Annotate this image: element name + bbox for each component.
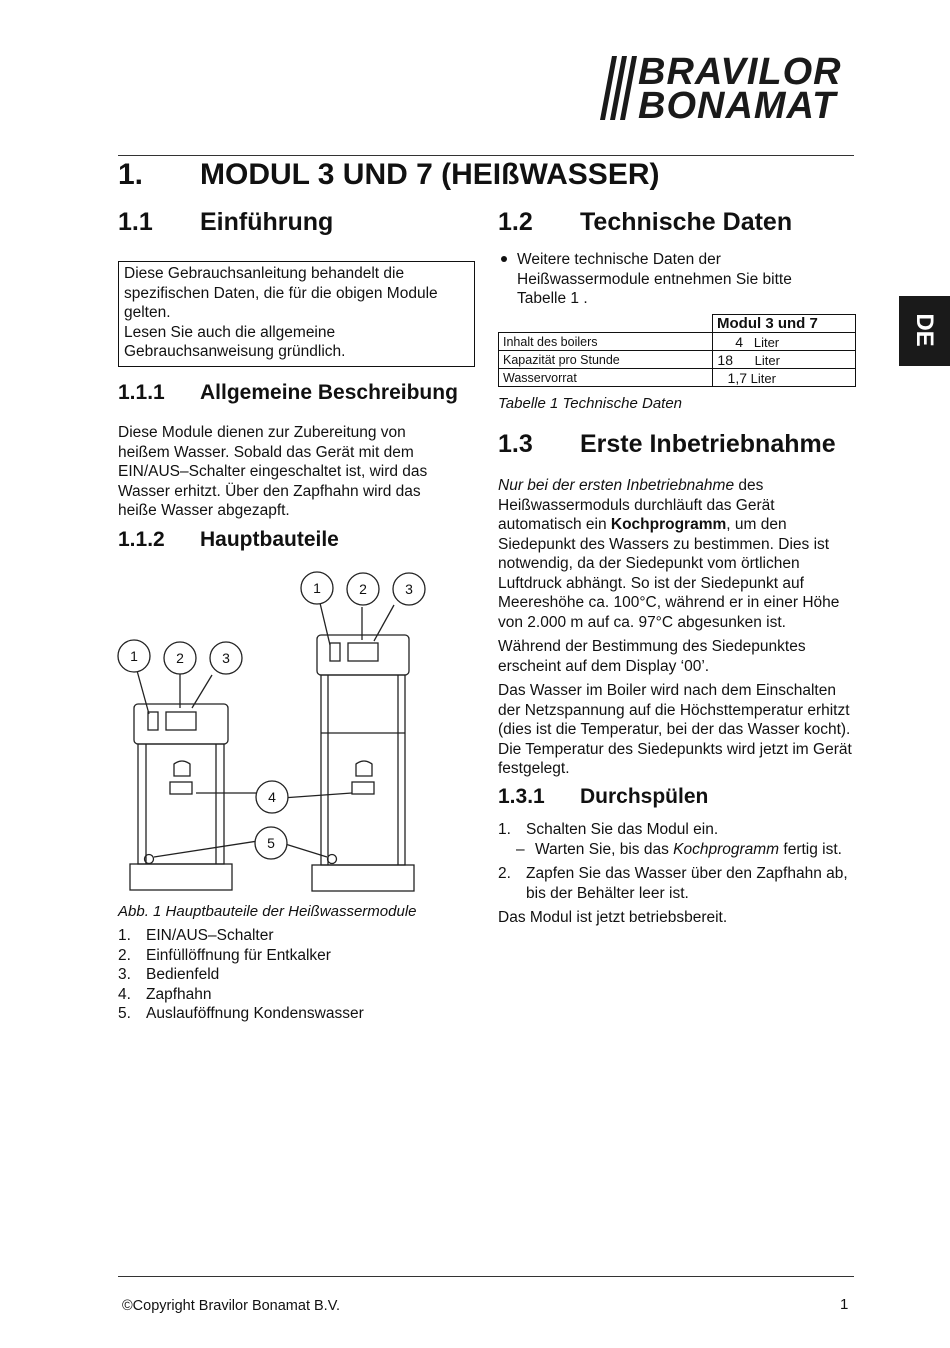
callout-2-right: 2 <box>359 581 367 597</box>
callout-3-right: 3 <box>405 581 413 597</box>
list-item: 2. Einfüllöffnung für Entkalker <box>118 946 331 964</box>
title-number: 1. <box>118 158 144 191</box>
logo-line-1: BRAVILOR <box>638 51 842 93</box>
copyright: ©Copyright Bravilor Bonamat B.V. <box>122 1298 341 1314</box>
tech-bullet: Weitere technische Daten der Heißwassermodule entnehmen Sie bitte Tabelle 1 . <box>498 250 818 309</box>
heading-1-1: 1.1 Einführung <box>118 208 334 236</box>
heading-1-3-1: 1.3.1 Durchspülen <box>498 785 709 808</box>
first-startup-paragraph-1: Nur bei der ersten Inbetriebnahme des Heißwassermoduls durchläuft das Gerät automatisch ein Kochprogramm, um den Siedepunkt des Wassers zu bestimmen. Dies ist notwendig, da der Siedepunkt vom örtlichen Luftdruck abhängt. So ist der Siedepunkt auf Meereshöhe ca. 100°C, während er in einer Höhe von 2.000 m auf ca. 97°C abgesunken ist. <box>498 477 840 631</box>
list-item: 5. Auslauföffnung Kondenswasser <box>118 1005 364 1022</box>
heading-1-2: 1.2 Technische Daten <box>498 208 793 236</box>
list-item: 4. Zapfhahn <box>118 985 212 1003</box>
large-module-drawing <box>282 603 414 891</box>
language-tab-label: DE <box>911 313 938 347</box>
intro-box-text-1: Diese Gebrauchsanleitung behandelt die spezifischen Daten, die für die obigen Module gelten. <box>124 265 438 321</box>
first-startup-paragraph-3: Das Wasser im Boiler wird nach dem Einschalten der Netzspannung auf die Höchsttemperatur erhitzt (dies ist die Temperatur, bei der das Wasser kocht). Die Temperatur des Siedepunkts wird jetzt im Gerät festgelegt. <box>498 682 852 777</box>
ready-text: Das Modul ist jetzt betriebsbereit. <box>498 909 728 926</box>
header-rule <box>118 155 854 156</box>
logo-line-2: BONAMAT <box>638 85 837 127</box>
small-module-drawing <box>130 667 258 890</box>
intro-box <box>118 261 475 367</box>
table-row: Kapazität pro Stunde 18 Liter <box>499 351 856 369</box>
callout-3-left: 3 <box>222 650 230 666</box>
heading-1-1-2: 1.1.2 Hauptbauteile <box>118 528 339 551</box>
tech-data-table <box>498 314 856 387</box>
main-components-figure <box>112 565 442 900</box>
table-row: Inhalt des boilers 4 Liter <box>499 333 856 351</box>
page-number: 1 <box>840 1296 849 1313</box>
title-text: MODUL 3 UND 7 (HEIßWASSER) <box>200 158 660 191</box>
intro-box-text-2: Lesen Sie auch die allgemeine Gebrauchsanweisung gründlich. <box>124 323 346 360</box>
language-tab <box>899 296 950 366</box>
callout-1-left: 1 <box>130 648 138 664</box>
logo-stripes-icon <box>598 52 642 124</box>
first-startup-text <box>498 476 854 779</box>
table-row: Wasservorrat 1,7 Liter <box>499 369 856 387</box>
list-item: 3. Bedienfeld <box>118 966 220 983</box>
callout-1-right: 1 <box>313 580 321 596</box>
step-1: 1. Schalten Sie das Modul ein. <box>498 821 719 838</box>
table-header: Modul 3 und 7 <box>713 315 856 333</box>
footer-rule <box>118 1276 854 1277</box>
general-description: Diese Module dienen zur Zubereitung von heißem Wasser. Sobald das Gerät mit dem EIN/AUS–Schalter eingeschaltet ist, wird das Wasser erhitzt. Über den Zapfhahn wird das heiße Wasser abgezapft. <box>118 424 428 519</box>
figure-caption: Abb. 1 Hauptbauteile der Heißwassermodule <box>118 903 417 920</box>
table-caption: Tabelle 1 Technische Daten <box>498 395 683 412</box>
brand-logo <box>598 51 858 127</box>
heading-1-3: 1.3 Erste Inbetriebnahme <box>498 430 836 458</box>
callout-5: 5 <box>267 835 275 851</box>
bullet-dot <box>501 256 507 262</box>
flushing-steps <box>498 820 854 928</box>
callout-2-left: 2 <box>176 650 184 666</box>
page-title <box>118 158 659 192</box>
first-startup-paragraph-2: Während der Bestimmung des Siedepunktes erscheint auf dem Display ‘00’. <box>498 638 806 675</box>
components-list <box>118 926 364 1024</box>
callout-4: 4 <box>268 789 276 805</box>
list-item: 1. EIN/AUS–Schalter <box>118 927 274 944</box>
step-2: 2. Zapfen Sie das Wasser über den Zapfhahn ab, bis der Behälter leer ist. <box>498 865 848 902</box>
heading-1-1-1: 1.1.1 Allgemeine Beschreibung <box>118 381 458 404</box>
step-1-sub: – Warten Sie, bis das Kochprogramm fertig ist. <box>516 840 842 858</box>
